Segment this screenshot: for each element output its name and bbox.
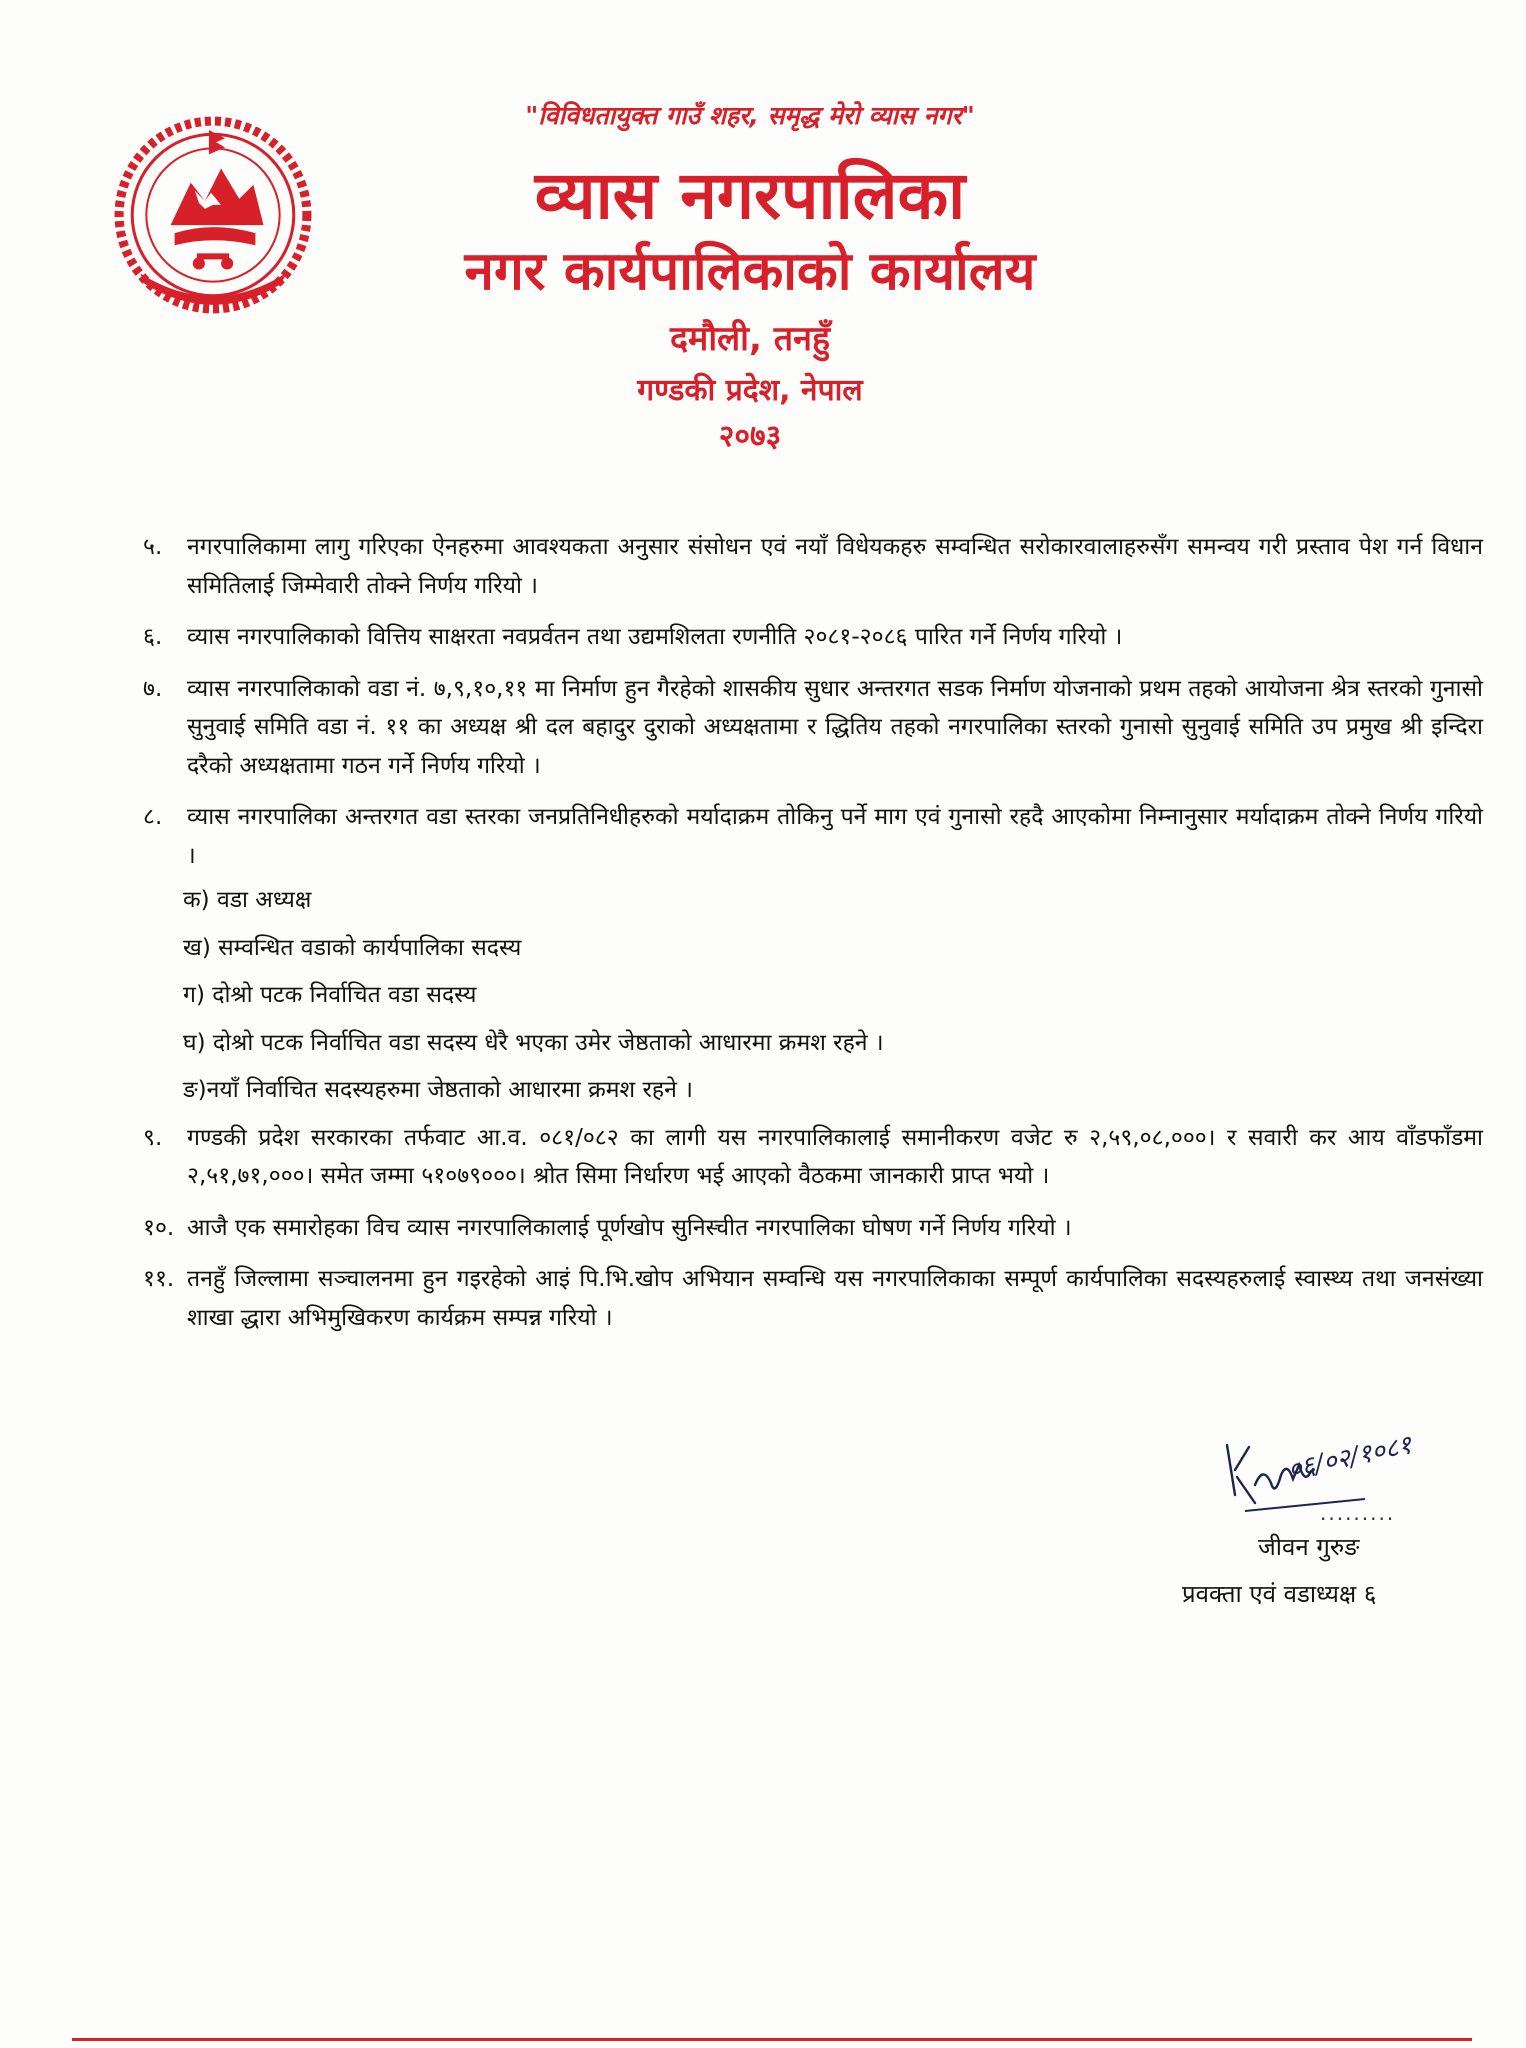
slogan: "विविधतायुक्त गाउँ शहर, समृद्ध मेरो व्यास नगर" [525, 101, 975, 130]
rank-order-item: ङ)नयाँ निर्वाचित सदस्यहरुमा जेष्ठताको आधारमा क्रमश रहने । [183, 1077, 693, 1103]
decision-item [143, 528, 1483, 605]
footer-divider [72, 2038, 1472, 2041]
office-name: नगर कार्यपालिकाको कार्यालय [464, 241, 1036, 302]
decision-number: ९. [143, 1124, 163, 1151]
rank-order-item: ख) सम्वन्धित वडाको कार्यपालिका सदस्य [183, 934, 522, 961]
decision-number: १०. [143, 1214, 175, 1241]
office-location: दमौली, तनहुँ [669, 319, 831, 359]
decision-text: गण्डकी प्रदेश सरकारका तर्फवाट आ.व. ०८१/०८२ का लागी यस नगरपालिकालाई समानीकरण वजेट रु २,५९,०८,०००। र सवारी कर आय वाँडफाँडमा २,५१,७१,०००। समेत जम्मा ५१०७९०००। श्रोत सिमा निर्धारण भई आएको वैठकमा जानकारी प्राप्त भयो । [187, 1124, 1483, 1189]
decision-text: व्यास नगरपालिका अन्तरगत वडा स्तरका जनप्रतिनिधीहरुको मर्यादाक्रम तोकिनु पर्ने माग एवं गुनासो रहदै आएकोमा निम्नानुसार मर्यादाक्रम तोक्ने निर्णय गरियो । [187, 804, 1483, 869]
decision-number: ५. [143, 534, 163, 560]
decision-number: ८. [143, 804, 163, 830]
signature-block [1180, 1425, 1480, 1655]
rank-order-item: क) वडा अध्यक्ष [183, 887, 312, 913]
decision-number: ६. [143, 624, 163, 650]
signer-title: प्रवक्ता एवं वडाध्यक्ष ६ [1182, 1580, 1377, 1608]
decision-item [143, 1260, 1483, 1337]
decision-number: ११. [143, 1266, 175, 1292]
decision-text: व्यास नगरपालिकाको वित्तिय साक्षरता नवप्रर्वतन तथा उद्यमशिलता रणनीति २०८१-२०८६ पारित गर्ने निर्णय गरियो । [187, 624, 1123, 650]
rank-order-item: घ) दोश्रो पटक निर्वाचित वडा सदस्य धेरै भएका उमेर जेष्ठताको आधारमा क्रमश रहने । [183, 1029, 884, 1056]
decision-item [143, 1119, 1483, 1196]
signature-dotted-line: ......... [1320, 1501, 1396, 1525]
decision-item [143, 1209, 1483, 1248]
decision-text: नगरपालिकामा लागु गरिएका ऐनहरुमा आवश्यकता अनुसार संसोधन एवं नयाँ विधेयकहरु सम्वन्धित सरोकारवालाहरुसँग समन्वय गरी प्रस्ताव पेश गर्न विधान समितिलाई जिम्मेवारी तोक्ने निर्णय गरियो । [187, 534, 1483, 599]
signer-name: जीवन गुरुङ [1258, 1533, 1360, 1561]
decision-item [143, 618, 1483, 657]
decision-text: व्यास नगरपालिकाको वडा नं. ७,९,१०,११ मा निर्माण हुन गैरहेको शासकीय सुधार अन्तरगत सडक निर्माण योजनाको प्रथम तहको आयोजना श्रेत्र स्तरको गुनासो सुनुवाई समिति वडा नं. ११ का अध्यक्ष श्री दल बहादुर दुराको अध्यक्षतामा र द्धितिय तहको नगरपालिका स्तरको गुनासो सुनुवाई समिति उप प्रमुख श्री इन्दिरा दरैको अध्यक्षतामा गठन गर्ने निर्णय गरियो । [187, 675, 1483, 779]
decision-text: तनहुँ जिल्लामा सञ्चालनमा हुन गइरहेको आइं पि.भि.खोप अभियान सम्वन्धि यस नगरपालिकाका सम्पूर्ण कार्यपालिका सदस्यहरुलाई स्वास्थ्य तथा जनसंख्या शाखा द्धारा अभिमुखिकरण कार्यक्रम सम्पन्न गरियो । [187, 1266, 1483, 1331]
province-country: गण्डकी प्रदेश, नेपाल [637, 373, 863, 408]
municipality-name: व्यास नगरपालिका [534, 157, 966, 234]
decision-list [143, 528, 1483, 1350]
nepal-government-emblem [112, 112, 314, 320]
signature-date: ०६/०२/१०८१ [1285, 1430, 1415, 1486]
established-year: २०७३ [718, 419, 782, 454]
rank-order-item: ग) दोश्रो पटक निर्वाचित वडा सदस्य [183, 982, 477, 1008]
decision-text: आजै एक समारोहका विच व्यास नगरपालिकालाई पूर्णखोप सुनिस्चीत नगरपालिका घोषण गर्ने निर्णय गरियो । [187, 1214, 1072, 1241]
decision-item [143, 798, 1483, 875]
decision-item [143, 670, 1483, 786]
decision-number: ७. [143, 675, 163, 702]
